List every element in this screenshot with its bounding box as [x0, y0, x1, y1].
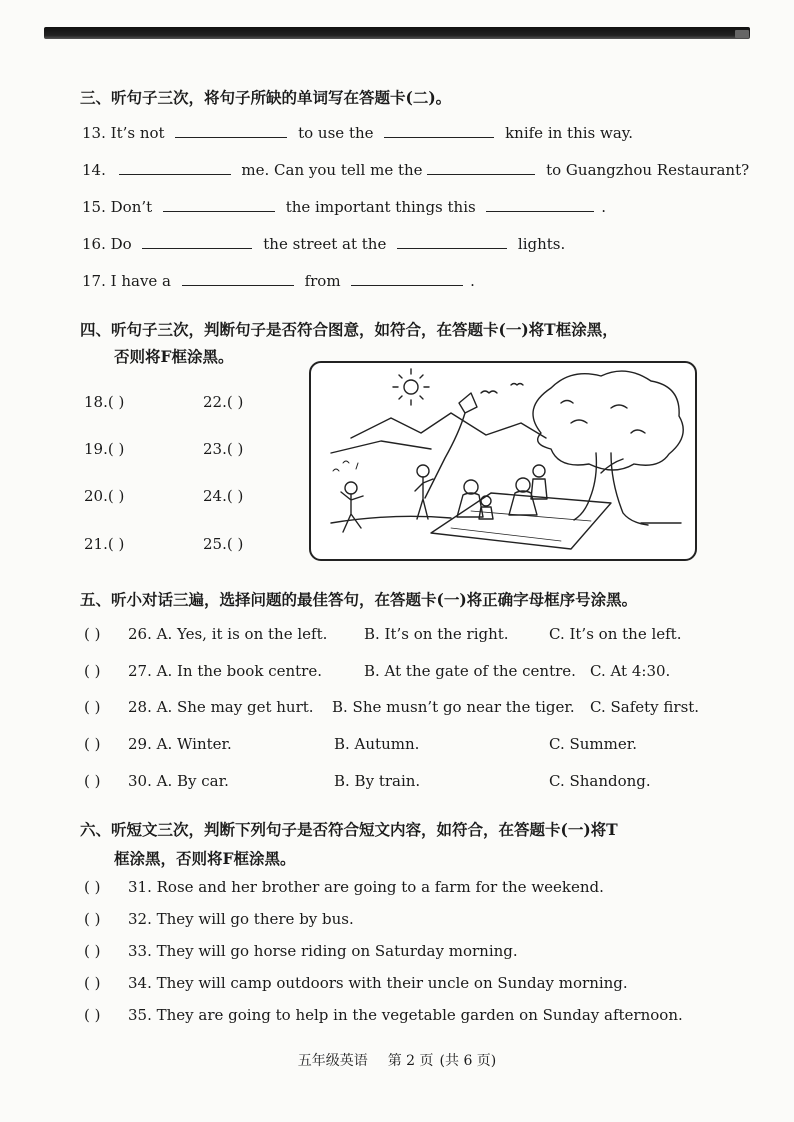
- picnic-blanket: [431, 493, 611, 549]
- answer-paren[interactable]: ( ): [84, 698, 101, 716]
- answer-paren[interactable]: ( ): [84, 625, 101, 643]
- question-13-blank-1[interactable]: [175, 123, 287, 138]
- question-26-option-b: B. It’s on the right.: [364, 625, 509, 643]
- picnic-picture: [309, 361, 697, 561]
- question-17-text-b: from: [304, 272, 341, 290]
- question-16-text-b: the street at the: [263, 235, 387, 253]
- answer-item-19: [84, 440, 124, 458]
- answer-paren[interactable]: ( ): [84, 772, 101, 790]
- answer-paren[interactable]: ( ): [107, 393, 125, 411]
- answer-item-22: [203, 393, 243, 411]
- question-14-blank-2[interactable]: [427, 160, 535, 175]
- question-13: [82, 123, 633, 142]
- question-17-text-c: .: [470, 272, 475, 290]
- question-30-option-b: B. By train.: [334, 772, 421, 790]
- answer-paren[interactable]: ( ): [84, 910, 101, 928]
- question-16-text-c: lights.: [517, 235, 566, 253]
- item-number: 18.: [84, 393, 108, 411]
- answer-paren[interactable]: ( ): [84, 974, 101, 992]
- question-13-blank-2[interactable]: [384, 123, 494, 138]
- top-border-bar-end: [735, 30, 749, 38]
- item-number: 21.: [84, 535, 108, 553]
- answer-paren[interactable]: ( ): [84, 662, 101, 680]
- answer-item-21: [84, 535, 124, 553]
- question-26-option-a: 26. A. Yes, it is on the left.: [128, 625, 328, 643]
- answer-paren[interactable]: ( ): [226, 393, 244, 411]
- question-30-option-c: C. Shandong.: [549, 772, 651, 790]
- item-number: 20.: [84, 487, 108, 505]
- answer-paren[interactable]: ( ): [107, 535, 125, 553]
- answer-item-20: [84, 487, 124, 505]
- question-13-text-c: knife in this way.: [505, 124, 634, 142]
- answer-item-25: [203, 535, 243, 553]
- answer-paren[interactable]: ( ): [226, 487, 244, 505]
- statement-31: 31. Rose and her brother are going to a farm for the weekend.: [128, 878, 604, 896]
- question-17-blank-1[interactable]: [182, 271, 294, 286]
- question-17-blank-2[interactable]: [351, 271, 463, 286]
- section-6-heading-line-2: 框涂黑，否则将F框涂黑。: [114, 849, 296, 868]
- footer-grade: 五年级英语: [297, 1053, 368, 1069]
- answer-paren[interactable]: ( ): [84, 878, 101, 896]
- item-number: 25.: [203, 535, 227, 553]
- question-14-text-c: to Guangzhou Restaurant?: [546, 161, 750, 179]
- question-16-number: 16.: [82, 235, 106, 253]
- picnic-park-scene-illustration: [311, 363, 695, 559]
- question-15-text-c: .: [601, 198, 607, 216]
- statement-32: 32. They will go there by bus.: [128, 910, 354, 928]
- question-28-option-a: 28. A. She may get hurt.: [128, 698, 314, 716]
- answer-item-23: [203, 440, 243, 458]
- item-number: 23.: [203, 440, 227, 458]
- section-4-heading-line-1: 四、听句子三次，判断句子是否符合图意，如符合，在答题卡(一)将T框涂黑，: [80, 320, 618, 339]
- question-29-option-a: 29. A. Winter.: [128, 735, 232, 753]
- footer-total: (共 6 页): [439, 1053, 497, 1069]
- item-number: 22.: [203, 393, 227, 411]
- question-15-blank-2[interactable]: [486, 197, 594, 212]
- answer-paren[interactable]: ( ): [84, 735, 101, 753]
- question-16: [82, 234, 565, 253]
- question-13-number: 13.: [82, 124, 106, 142]
- question-16-blank-2[interactable]: [397, 234, 507, 249]
- question-14-text-b: me. Can you tell me the: [241, 161, 423, 179]
- question-14-number: 14.: [82, 161, 106, 179]
- question-29-option-b: B. Autumn.: [334, 735, 420, 753]
- section-3-heading: 三、听句子三次，将句子所缺的单词写在答题卡(二)。: [80, 88, 452, 107]
- question-16-text-a: Do: [110, 235, 132, 253]
- question-17: [82, 271, 475, 290]
- question-13-text-a: It’s not: [110, 124, 165, 142]
- question-17-number: 17.: [82, 272, 106, 290]
- answer-paren[interactable]: ( ): [84, 942, 101, 960]
- answer-paren[interactable]: ( ): [107, 487, 125, 505]
- section-5-heading: 五、听小对话三遍，选择问题的最佳答句，在答题卡(一)将正确字母框序号涂黑。: [80, 590, 638, 609]
- footer-page: 第 2 页: [387, 1053, 434, 1069]
- question-29-option-c: C. Summer.: [549, 735, 638, 753]
- question-17-text-a: I have a: [110, 272, 171, 290]
- child-with-kite: [415, 465, 433, 519]
- kite-icon: [425, 393, 477, 498]
- statement-34: 34. They will camp outdoors with their uncle on Sunday morning.: [128, 974, 628, 992]
- section-6-heading-line-1: 六、听短文三次，判断下列句子是否符合短文内容，如符合，在答题卡(一)将T: [80, 820, 618, 839]
- answer-paren[interactable]: ( ): [226, 535, 244, 553]
- answer-paren[interactable]: ( ): [226, 440, 244, 458]
- top-border-bar: [44, 27, 750, 39]
- question-14-blank-1[interactable]: [119, 160, 231, 175]
- question-15-blank-1[interactable]: [163, 197, 275, 212]
- picnic-family: [457, 465, 547, 519]
- answer-paren[interactable]: ( ): [107, 440, 125, 458]
- question-15-text-a: Don’t: [110, 198, 153, 216]
- item-number: 19.: [84, 440, 108, 458]
- question-16-blank-1[interactable]: [142, 234, 252, 249]
- item-number: 24.: [203, 487, 227, 505]
- tree-icon: [533, 371, 683, 525]
- question-28-option-b: B. She musn’t go near the tiger.: [332, 698, 575, 716]
- bird-icon: [511, 384, 523, 386]
- answer-paren[interactable]: ( ): [84, 1006, 101, 1024]
- question-14: [82, 160, 749, 179]
- question-15: [82, 197, 606, 216]
- question-26-option-c: C. It’s on the left.: [549, 625, 682, 643]
- answer-item-18: [84, 393, 124, 411]
- answer-item-24: [203, 487, 243, 505]
- bird-icon: [481, 391, 497, 393]
- question-15-text-b: the important things this: [285, 198, 476, 216]
- question-27-option-b: B. At the gate of the centre.: [364, 662, 576, 680]
- question-27-option-a: 27. A. In the book centre.: [128, 662, 322, 680]
- question-13-text-b: to use the: [298, 124, 374, 142]
- question-30-option-a: 30. A. By car.: [128, 772, 229, 790]
- question-15-number: 15.: [82, 198, 106, 216]
- statement-33: 33. They will go horse riding on Saturday morning.: [128, 942, 518, 960]
- question-27-option-c: C. At 4:30.: [590, 662, 671, 680]
- statement-35: 35. They are going to help in the vegetable garden on Sunday afternoon.: [128, 1006, 683, 1024]
- sun-icon: [393, 369, 429, 405]
- mountains: [351, 413, 546, 438]
- page-footer: [0, 1050, 794, 1070]
- question-28-option-c: C. Safety first.: [590, 698, 700, 716]
- section-4-heading-line-2: 否则将F框涂黑。: [114, 347, 234, 366]
